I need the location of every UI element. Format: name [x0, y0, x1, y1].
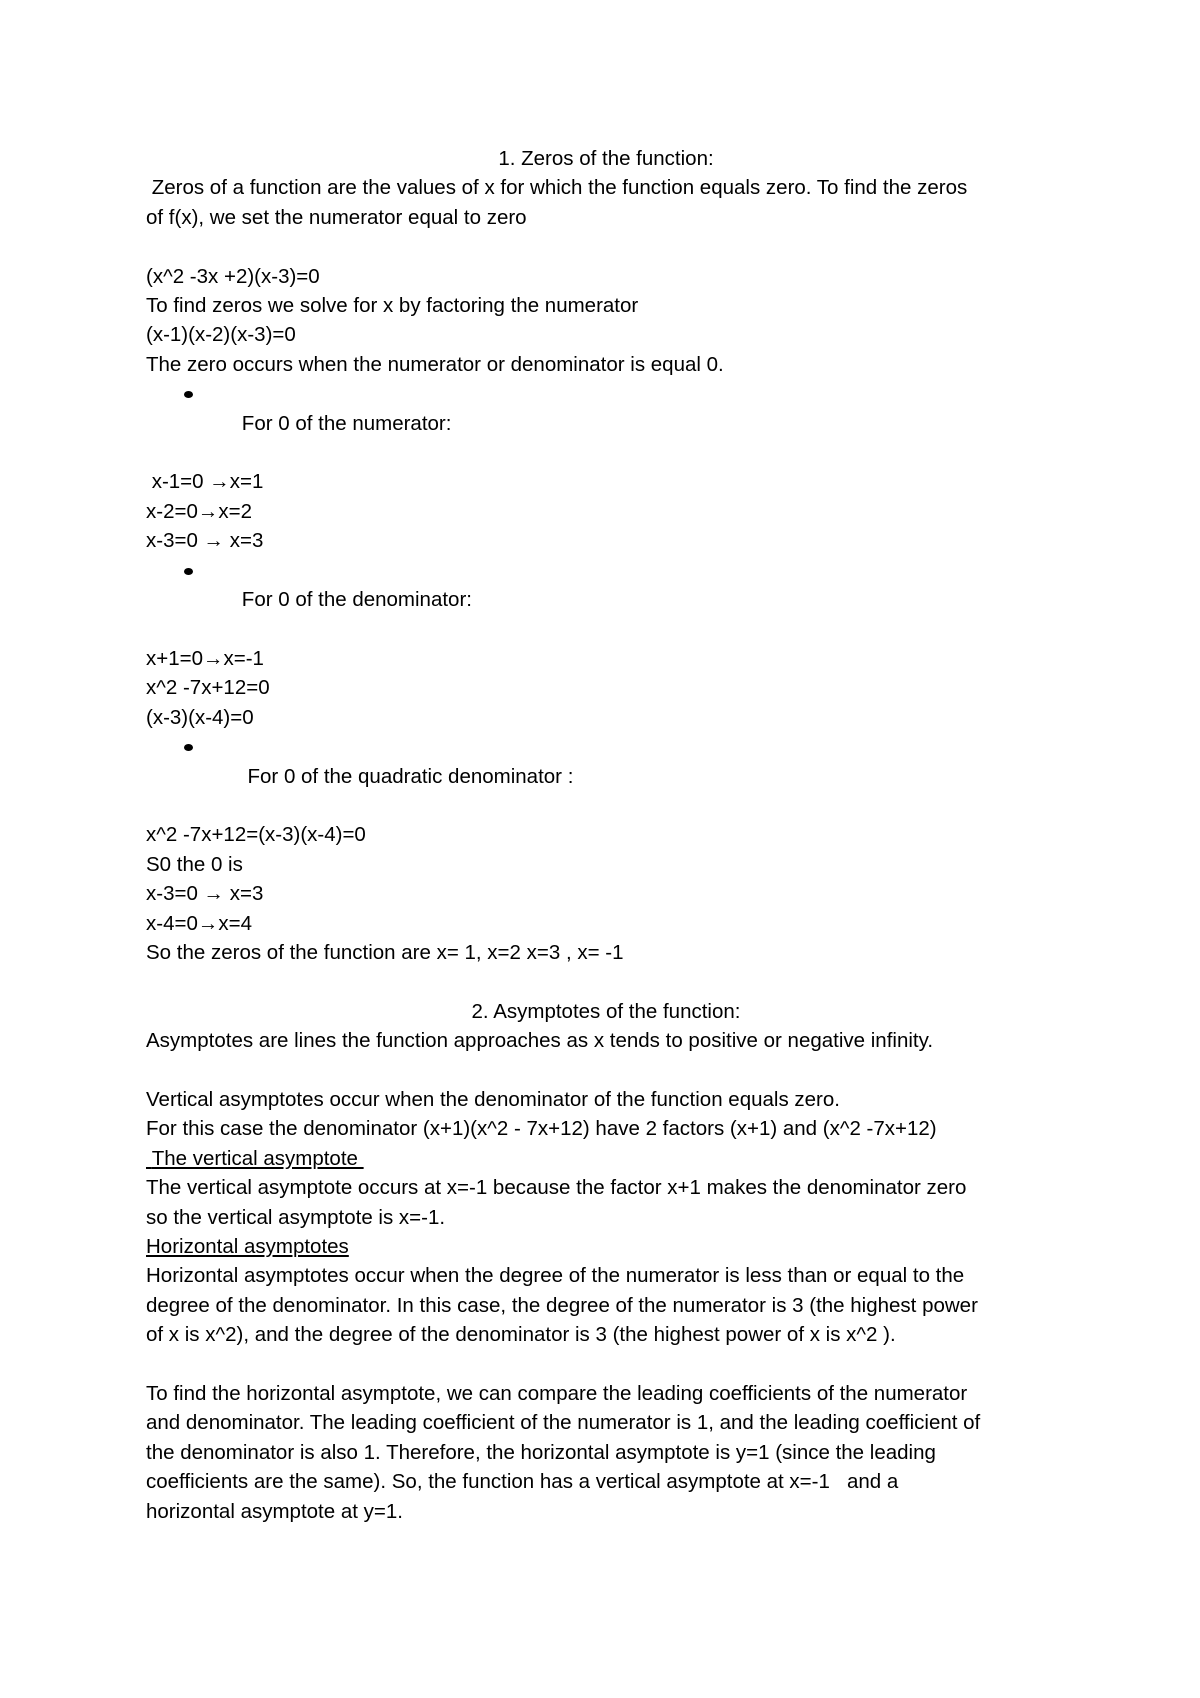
final-paragraph-4: coefficients are the same). So, the function has a vertical asymptote at x=-1 and a [146, 1470, 899, 1494]
section1-heading: 1. Zeros of the function: [498, 147, 714, 170]
section2-heading: 2. Asymptotes of the function: [471, 999, 741, 1023]
vertical-intro-1: Vertical asymptotes occur when the denominator of the function equals zero. [146, 1087, 840, 1111]
bullet-denominator [146, 556, 1066, 644]
text-2: The zero occurs when the numerator or denominator is equal 0. [146, 352, 724, 376]
numerator-zero-2: x-2=0→x=2 [146, 499, 252, 523]
vertical-intro-2: For this case the denominator (x+1)(x^2 - 7x+12) have 2 factors (x+1) and (x^2 -7x+12) [146, 1117, 937, 1141]
bullet-numerator-text: For 0 of the numerator: [241, 411, 452, 435]
blank-line [146, 967, 1066, 996]
vertical-asymptote-heading: The vertical asymptote [146, 1146, 364, 1170]
numerator-zero-1: x-1=0 →x=1 [146, 470, 264, 494]
bullet-dot-icon [184, 568, 193, 575]
numerator-zero-3: x-3=0 → x=3 [146, 529, 264, 553]
quadratic-zero-3: x-3=0 → x=3 [146, 882, 264, 906]
bullet-numerator [146, 379, 1066, 467]
quadratic-zero-1: x^2 -7x+12=(x-3)(x-4)=0 [146, 823, 366, 847]
horizontal-text-1: Horizontal asymptotes occur when the degree of the numerator is less than or equal to the [146, 1264, 965, 1288]
bullet-quadratic-text: For 0 of the quadratic denominator : [241, 764, 574, 788]
quadratic-zero-4: x-4=0→x=4 [146, 911, 252, 935]
text-1: To find zeros we solve for x by factoring the numerator [146, 294, 639, 318]
horizontal-asymptote-heading: Horizontal asymptotes [146, 1234, 349, 1258]
final-paragraph-1: To find the horizontal asymptote, we can compare the leading coefficients of the numerator [146, 1382, 968, 1405]
document-page [146, 144, 1066, 1526]
bullet-dot-icon [184, 391, 193, 398]
final-paragraph-3: the denominator is also 1. Therefore, the horizontal asymptote is y=1 (since the leading [146, 1440, 936, 1464]
denominator-zero-3: (x-3)(x-4)=0 [146, 705, 254, 729]
equation-1: (x^2 -3x +2)(x-3)=0 [146, 264, 320, 288]
horizontal-text-3: of x is x^2), and the degree of the denominator is 3 (the highest power of x is x^2 ). [146, 1323, 896, 1347]
blank-line [146, 1350, 1066, 1379]
quadratic-zero-2: S0 the 0 is [146, 852, 243, 876]
bullet-denominator-text: For 0 of the denominator: [241, 588, 472, 612]
denominator-zero-1: x+1=0→x=-1 [146, 646, 264, 670]
zeros-conclusion: So the zeros of the function are x= 1, x=2 x=3 , x= -1 [146, 940, 624, 964]
bullet-dot-icon [184, 744, 193, 751]
final-paragraph-5: horizontal asymptote at y=1. [146, 1499, 403, 1523]
vertical-text-1: The vertical asymptote occurs at x=-1 because the factor x+1 makes the denominator zero [146, 1176, 967, 1200]
bullet-quadratic [146, 732, 1066, 820]
asymptotes-intro: Asymptotes are lines the function approaches as x tends to positive or negative infinity. [146, 1029, 934, 1053]
section1-intro-line1: Zeros of a function are the values of x for which the function equals zero. To find the zeros [146, 176, 968, 200]
blank-line [146, 1056, 1066, 1085]
section1-intro-line2: of f(x), we set the numerator equal to zero [146, 205, 527, 229]
final-paragraph-2: and denominator. The leading coefficient of the numerator is 1, and the leading coefficient of [146, 1411, 981, 1435]
vertical-text-2: so the vertical asymptote is x=-1. [146, 1205, 446, 1229]
denominator-zero-2: x^2 -7x+12=0 [146, 676, 270, 700]
equation-2: (x-1)(x-2)(x-3)=0 [146, 323, 296, 347]
horizontal-text-2: degree of the denominator. In this case, the degree of the numerator is 3 (the highest power [146, 1293, 978, 1317]
blank-line [146, 232, 1066, 261]
